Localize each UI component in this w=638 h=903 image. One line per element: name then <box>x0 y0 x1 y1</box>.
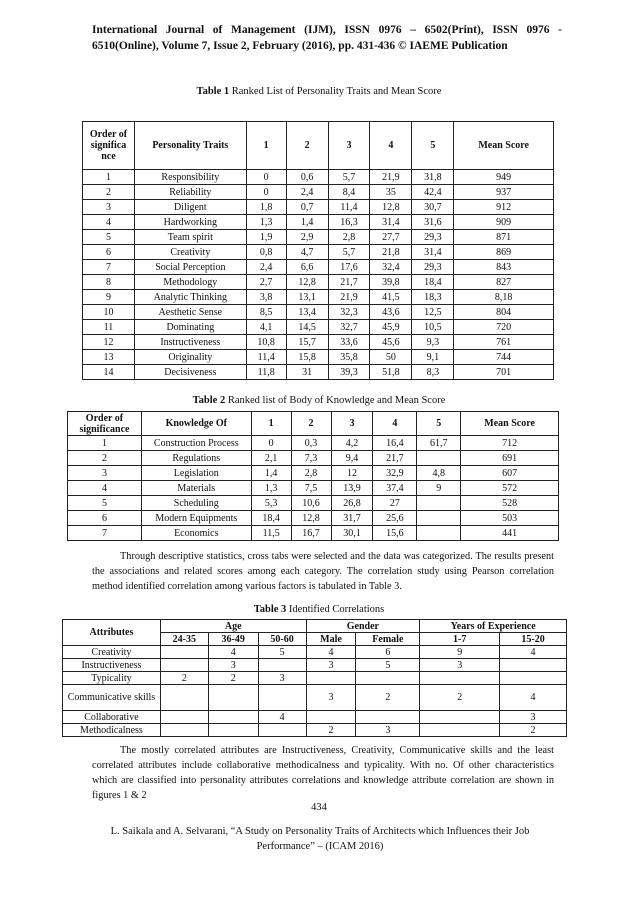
table2-row <box>68 451 559 466</box>
table3-cell: 2 <box>208 672 258 685</box>
table3-cell: Typicality <box>63 672 161 685</box>
table2-row <box>68 436 559 451</box>
table2-cell: Modern Equipments <box>141 511 251 526</box>
table2-cell <box>417 496 461 511</box>
table1-header-cell: Order of significa nce <box>83 122 135 170</box>
table2-cell: 2,1 <box>251 451 291 466</box>
table2-header-cell: Knowledge Of <box>141 412 251 436</box>
table2-cell: 7,5 <box>291 481 331 496</box>
paragraph-descriptive-statistics: Through descriptive statistics, cross tabs were selected and the data was categorized. The results present the associations and related scores among each category. The correlation study using Pearson correlation method identified correlation among various factors is tabulated in Table 3. <box>92 551 554 592</box>
table2-body-of-knowledge <box>67 411 559 541</box>
table3-cell <box>160 646 208 659</box>
table3-group-header-row <box>63 620 567 633</box>
table1-cell: 12 <box>83 335 135 350</box>
table1-cell: 15,8 <box>286 350 328 365</box>
table2-cell: Economics <box>141 526 251 541</box>
table2-caption-label: Table 2 <box>192 395 226 406</box>
table1-cell: 4,7 <box>286 245 328 260</box>
table1-cell: 7 <box>83 260 135 275</box>
table1-cell: 0 <box>246 170 286 185</box>
table3-row <box>63 685 567 711</box>
table1-cell: 0,8 <box>246 245 286 260</box>
table1-cell: 31 <box>286 365 328 380</box>
table2-cell: 9,4 <box>331 451 373 466</box>
table1-cell: Dominating <box>134 320 246 335</box>
table1-cell: 0,7 <box>286 200 328 215</box>
table2-cell: 15,6 <box>373 526 417 541</box>
table3-cell: 3 <box>306 685 356 711</box>
table1-cell: Hardworking <box>134 215 246 230</box>
table3-caption-label: Table 3 <box>253 604 287 615</box>
table3-cell <box>160 711 208 724</box>
table1-cell: 11,4 <box>246 350 286 365</box>
table3-caption <box>0 604 638 615</box>
table1-cell: Aesthetic Sense <box>134 305 246 320</box>
table1-cell: 10,8 <box>246 335 286 350</box>
table1-cell: 15,7 <box>286 335 328 350</box>
table1-row <box>83 365 554 380</box>
table1-caption-text: Ranked List of Personality Traits and Mean Score <box>229 86 442 97</box>
table1-cell: Creativity <box>134 245 246 260</box>
table3-cell <box>356 711 420 724</box>
table3-cell: 2 <box>500 724 567 737</box>
table2-cell: 2,8 <box>291 466 331 481</box>
table1-cell: 39,3 <box>328 365 370 380</box>
table2-cell: 9 <box>417 481 461 496</box>
table3-subheader-cell: Female <box>356 633 420 646</box>
table2-cell: 27 <box>373 496 417 511</box>
table1-cell: 720 <box>454 320 554 335</box>
table1-cell: 761 <box>454 335 554 350</box>
table1-cell: 4 <box>83 215 135 230</box>
table1-row <box>83 320 554 335</box>
table1-cell: 12,8 <box>286 275 328 290</box>
table1-cell: 2,4 <box>246 260 286 275</box>
table1-row <box>83 245 554 260</box>
table2-cell: Legislation <box>141 466 251 481</box>
table3-cell <box>500 672 567 685</box>
table1-cell: 31,4 <box>412 245 454 260</box>
table1-cell: 16,3 <box>328 215 370 230</box>
table3-cell: 2 <box>420 685 500 711</box>
table2-cell: 712 <box>461 436 559 451</box>
table1-cell: 11,8 <box>246 365 286 380</box>
table3-cell: 3 <box>356 724 420 737</box>
table1-cell: 21,8 <box>370 245 412 260</box>
table3-cell: Instructiveness <box>63 659 161 672</box>
table2-cell: 18,4 <box>251 511 291 526</box>
table2-cell: 37,4 <box>373 481 417 496</box>
table3-cell: 3 <box>420 659 500 672</box>
table2-cell: 10,6 <box>291 496 331 511</box>
table2-cell: 441 <box>461 526 559 541</box>
table1-cell: 3 <box>83 200 135 215</box>
table3-cell: 6 <box>356 646 420 659</box>
table1-cell: 10 <box>83 305 135 320</box>
table1-cell: 39,8 <box>370 275 412 290</box>
table3-subheader-cell: 15-20 <box>500 633 567 646</box>
table2-header-cell: Mean Score <box>461 412 559 436</box>
table1-cell: 2,7 <box>246 275 286 290</box>
table3-row <box>63 672 567 685</box>
table1-cell: 6 <box>83 245 135 260</box>
table3-cell <box>160 685 208 711</box>
table1-cell: 701 <box>454 365 554 380</box>
table1-cell: 0 <box>246 185 286 200</box>
table3-cell <box>306 672 356 685</box>
table3-cell <box>500 659 567 672</box>
table1-header-cell: 3 <box>328 122 370 170</box>
table1-caption-label: Table 1 <box>196 86 230 97</box>
table1-cell: 0,6 <box>286 170 328 185</box>
table2-header-cell: 4 <box>373 412 417 436</box>
table1-cell: 871 <box>454 230 554 245</box>
table2-row <box>68 526 559 541</box>
table1-cell: Methodology <box>134 275 246 290</box>
table1-cell: 827 <box>454 275 554 290</box>
table1-cell: 1,4 <box>286 215 328 230</box>
table2-cell <box>417 511 461 526</box>
table1-cell: Reliability <box>134 185 246 200</box>
table1-cell: 51,8 <box>370 365 412 380</box>
table2-cell: 16,4 <box>373 436 417 451</box>
table1-cell: 12,5 <box>412 305 454 320</box>
table2-header-cell: Order of significance <box>68 412 142 436</box>
table2-cell: 2 <box>68 451 142 466</box>
table3-cell: 3 <box>306 659 356 672</box>
journal-header: International Journal of Management (IJM), ISSN 0976 – 6502(Print), ISSN 0976 - 6510(Online), Volume 7, Issue 2, February (2016), pp. 431-436 © IAEME Publication <box>92 24 562 52</box>
table1-cell: 912 <box>454 200 554 215</box>
table1-row <box>83 275 554 290</box>
table3-cell: 3 <box>208 659 258 672</box>
table2-cell: 0 <box>251 436 291 451</box>
citation-footer: L. Saikala and A. Selvarani, “A Study on Personality Traits of Architects which Influences their Job Performance” – (ICAM 2016) <box>110 826 530 852</box>
table3-subheader-cell: 24-35 <box>160 633 208 646</box>
table1-cell: 17,6 <box>328 260 370 275</box>
table1-personality-traits <box>82 121 554 380</box>
table1-cell: 5,7 <box>328 170 370 185</box>
table3-cell: 2 <box>160 672 208 685</box>
table1-cell: 18,4 <box>412 275 454 290</box>
table3-cell <box>420 711 500 724</box>
table1-cell: 4,1 <box>246 320 286 335</box>
table2-cell <box>417 451 461 466</box>
table1-row <box>83 230 554 245</box>
table1-cell: 31,4 <box>370 215 412 230</box>
table2-cell: 528 <box>461 496 559 511</box>
table3-cell: Communicative skills <box>63 685 161 711</box>
table2-cell: 572 <box>461 481 559 496</box>
table1-cell: 18,3 <box>412 290 454 305</box>
table1-cell: 21,9 <box>370 170 412 185</box>
table1-cell: 14,5 <box>286 320 328 335</box>
table1-cell: 1,9 <box>246 230 286 245</box>
table3-cell: 3 <box>500 711 567 724</box>
table1-cell: 804 <box>454 305 554 320</box>
table3-cell <box>258 685 306 711</box>
table2-cell: 26,8 <box>331 496 373 511</box>
table3-cell: Creativity <box>63 646 161 659</box>
table2-cell: 13,9 <box>331 481 373 496</box>
table1-cell: 2,9 <box>286 230 328 245</box>
table3-subheader-cell: 36-49 <box>208 633 258 646</box>
table3-cell: 3 <box>258 672 306 685</box>
table2-cell: 12,8 <box>291 511 331 526</box>
table2-cell: Scheduling <box>141 496 251 511</box>
table2-cell: 7,3 <box>291 451 331 466</box>
table1-header-cell: 4 <box>370 122 412 170</box>
table1-cell: 8,3 <box>412 365 454 380</box>
table2-cell: 5,3 <box>251 496 291 511</box>
table1-cell: Decisiveness <box>134 365 246 380</box>
table1-cell: Team spirit <box>134 230 246 245</box>
table1-cell: Diligent <box>134 200 246 215</box>
table1-cell: 3,8 <box>246 290 286 305</box>
table3-subheader-cell: Male <box>306 633 356 646</box>
table2-cell: 31,7 <box>331 511 373 526</box>
table3-cell: 4 <box>500 685 567 711</box>
table2-cell: 12 <box>331 466 373 481</box>
table3-row <box>63 646 567 659</box>
table2-cell: 32,9 <box>373 466 417 481</box>
table3-cell <box>208 724 258 737</box>
table2-row <box>68 511 559 526</box>
table2-header-row <box>68 412 559 436</box>
table3-cell: 9 <box>420 646 500 659</box>
table3-cell <box>356 672 420 685</box>
table3-cell: Collaborative <box>63 711 161 724</box>
table1-header-cell: Mean Score <box>454 122 554 170</box>
table2-cell: 691 <box>461 451 559 466</box>
table1-cell: 45,6 <box>370 335 412 350</box>
table2-cell: 30,1 <box>331 526 373 541</box>
table3-cell <box>208 711 258 724</box>
table1-cell: 21,9 <box>328 290 370 305</box>
table3-cell: Methodicalness <box>63 724 161 737</box>
table2-cell: 1 <box>68 436 142 451</box>
table2-cell: 5 <box>68 496 142 511</box>
table2-cell: Regulations <box>141 451 251 466</box>
table1-row <box>83 215 554 230</box>
table3-cell: 5 <box>258 646 306 659</box>
table1-cell: 35,8 <box>328 350 370 365</box>
table1-row <box>83 200 554 215</box>
table1-cell: 27,7 <box>370 230 412 245</box>
table2-cell: Construction Process <box>141 436 251 451</box>
table2-header-cell: 2 <box>291 412 331 436</box>
table2-cell <box>417 526 461 541</box>
table2-cell: 16,7 <box>291 526 331 541</box>
table1-cell: 8 <box>83 275 135 290</box>
table3-row <box>63 724 567 737</box>
table2-cell: 4 <box>68 481 142 496</box>
table1-cell: 909 <box>454 215 554 230</box>
table1-cell: Responsibility <box>134 170 246 185</box>
table1-cell: 937 <box>454 185 554 200</box>
table3-cell <box>208 685 258 711</box>
table3-subheader-cell: 50-60 <box>258 633 306 646</box>
table1-cell: 21,7 <box>328 275 370 290</box>
table1-cell: 32,7 <box>328 320 370 335</box>
table1-cell: 42,4 <box>412 185 454 200</box>
table1-row <box>83 260 554 275</box>
table2-cell: 3 <box>68 466 142 481</box>
table1-header-cell: 5 <box>412 122 454 170</box>
table1-cell: 13,4 <box>286 305 328 320</box>
table1-cell: 2 <box>83 185 135 200</box>
table1-header-cell: 1 <box>246 122 286 170</box>
table1-cell: 32,3 <box>328 305 370 320</box>
table2-row <box>68 466 559 481</box>
table2-cell: 607 <box>461 466 559 481</box>
table1-cell: 11 <box>83 320 135 335</box>
table1-cell: 9 <box>83 290 135 305</box>
table3-row <box>63 711 567 724</box>
table1-row <box>83 185 554 200</box>
page-number: 434 <box>311 802 327 813</box>
table1-cell: Social Perception <box>134 260 246 275</box>
table2-cell: 0,3 <box>291 436 331 451</box>
table1-cell: 8,4 <box>328 185 370 200</box>
table1-cell: Originality <box>134 350 246 365</box>
table1-cell: 41,5 <box>370 290 412 305</box>
table1-cell: 31,6 <box>412 215 454 230</box>
table1-cell: 1,8 <box>246 200 286 215</box>
table2-cell: 1,3 <box>251 481 291 496</box>
table1-cell: 32,4 <box>370 260 412 275</box>
table1-row <box>83 335 554 350</box>
table1-cell: 10,5 <box>412 320 454 335</box>
table1-header-row <box>83 122 554 170</box>
table3-caption-text: Identified Correlations <box>286 604 385 615</box>
table1-row <box>83 170 554 185</box>
table3-cell <box>160 659 208 672</box>
table3-row <box>63 659 567 672</box>
table2-cell: 7 <box>68 526 142 541</box>
table2-cell: 6 <box>68 511 142 526</box>
table1-cell: 13 <box>83 350 135 365</box>
table3-experience-header: Years of Experience <box>420 620 567 633</box>
table1-cell: 1 <box>83 170 135 185</box>
table1-cell: 8,18 <box>454 290 554 305</box>
table2-row <box>68 481 559 496</box>
table1-header-cell: 2 <box>286 122 328 170</box>
table3-cell: 2 <box>356 685 420 711</box>
table1-cell: 14 <box>83 365 135 380</box>
table1-cell: 9,1 <box>412 350 454 365</box>
paragraph-correlated-attributes: The mostly correlated attributes are Instructiveness, Creativity, Communicative skills and the least correlated attributes include collaborative methodicalness and typicality. With no. Of other characteristics which are classified into personality attributes correlations and knowledge attribute correlation are shown in figures 1 & 2 <box>92 745 554 801</box>
table3-cell: 2 <box>306 724 356 737</box>
table3-attributes-header: Attributes <box>63 620 161 646</box>
table3-cell: 4 <box>258 711 306 724</box>
table1-cell: Analytic Thinking <box>134 290 246 305</box>
table2-cell: 4,8 <box>417 466 461 481</box>
table2-caption <box>0 395 638 406</box>
table2-header-cell: 5 <box>417 412 461 436</box>
table1-row <box>83 350 554 365</box>
table1-cell: 5,7 <box>328 245 370 260</box>
table1-cell: 6,6 <box>286 260 328 275</box>
table2-cell: 21,7 <box>373 451 417 466</box>
table3-cell: 5 <box>356 659 420 672</box>
table2-header-cell: 1 <box>251 412 291 436</box>
table2-cell: 25,6 <box>373 511 417 526</box>
table1-cell: 30,7 <box>412 200 454 215</box>
table1-cell: Instructiveness <box>134 335 246 350</box>
table2-cell: 61,7 <box>417 436 461 451</box>
table2-cell: 4,2 <box>331 436 373 451</box>
table1-cell: 31,8 <box>412 170 454 185</box>
table1-cell: 29,3 <box>412 230 454 245</box>
table2-cell: 11,5 <box>251 526 291 541</box>
table1-cell: 35 <box>370 185 412 200</box>
table2-caption-text: Ranked list of Body of Knowledge and Mean Score <box>225 395 446 406</box>
table3-cell <box>258 659 306 672</box>
table3-gender-header: Gender <box>306 620 420 633</box>
table2-cell: 503 <box>461 511 559 526</box>
table1-cell: 843 <box>454 260 554 275</box>
table1-row <box>83 305 554 320</box>
table1-header-cell: Personality Traits <box>134 122 246 170</box>
table1-cell: 2,8 <box>328 230 370 245</box>
table1-cell: 2,4 <box>286 185 328 200</box>
table1-caption <box>0 86 638 97</box>
table1-cell: 45,9 <box>370 320 412 335</box>
table3-identified-correlations <box>62 619 567 737</box>
table3-cell: 4 <box>306 646 356 659</box>
table2-row <box>68 496 559 511</box>
table3-cell <box>420 672 500 685</box>
table3-cell: 4 <box>208 646 258 659</box>
table2-cell: 1,4 <box>251 466 291 481</box>
table1-cell: 13,1 <box>286 290 328 305</box>
table2-cell: Materials <box>141 481 251 496</box>
table1-cell: 29,3 <box>412 260 454 275</box>
table1-cell: 5 <box>83 230 135 245</box>
table1-row <box>83 290 554 305</box>
table1-cell: 949 <box>454 170 554 185</box>
table2-header-cell: 3 <box>331 412 373 436</box>
table1-cell: 12,8 <box>370 200 412 215</box>
table1-cell: 869 <box>454 245 554 260</box>
table1-cell: 11,4 <box>328 200 370 215</box>
table3-cell <box>160 724 208 737</box>
table3-age-header: Age <box>160 620 306 633</box>
table3-cell <box>420 724 500 737</box>
table1-cell: 744 <box>454 350 554 365</box>
table3-cell <box>306 711 356 724</box>
table3-subheader-cell: 1-7 <box>420 633 500 646</box>
table1-cell: 8,5 <box>246 305 286 320</box>
table1-cell: 43,6 <box>370 305 412 320</box>
table1-cell: 50 <box>370 350 412 365</box>
table1-cell: 33,6 <box>328 335 370 350</box>
table1-cell: 1,3 <box>246 215 286 230</box>
table3-cell <box>258 724 306 737</box>
table3-cell: 4 <box>500 646 567 659</box>
table1-cell: 9,3 <box>412 335 454 350</box>
